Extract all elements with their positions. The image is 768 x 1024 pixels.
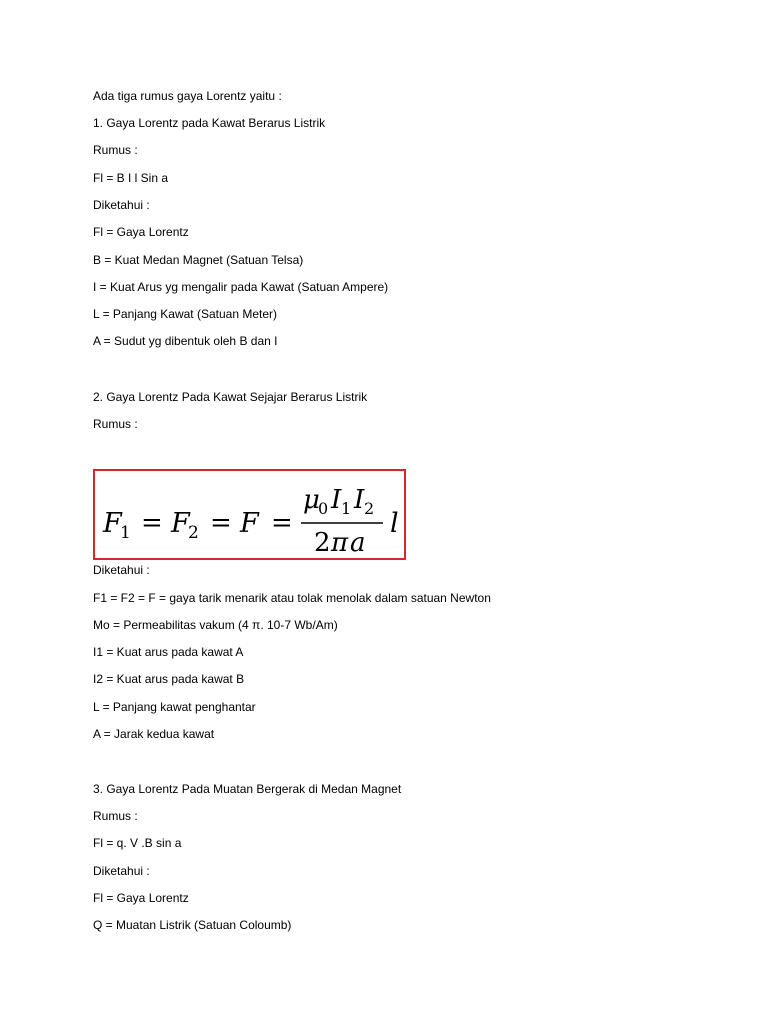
formula-symbol: l [390,508,399,539]
formula-symbol: I [354,485,365,515]
formula-symbol: a [350,528,366,558]
formula-3-text: Fl = q. V .B sin a [93,836,182,850]
formula-image-box [93,469,406,560]
formula-1-text: Fl = B I l Sin a [93,171,169,185]
definition-line: I = Kuat Arus yg mengalir pada Kawat (Satuan Ampere) [93,280,389,294]
rumus-label-1: Rumus : [93,143,138,157]
definition-line: A = Sudut yg dibentuk oleh B dan I [93,334,278,348]
definition-line: Mo = Permeabilitas vakum (4 π. 10-7 Wb/Am) [93,618,338,632]
section-3-heading: 3. Gaya Lorentz Pada Muatan Bergerak di Medan Magnet [93,782,402,796]
formula-subscript: 2 [364,499,375,518]
formula-symbol: μ [303,485,320,515]
formula-symbol: I [331,485,342,515]
rumus-label-2: Rumus : [93,417,138,431]
formula-symbol: F [171,508,190,539]
rumus-label-3: Rumus : [93,809,138,823]
formula-symbol: π [331,528,349,558]
formula-subscript: 0 [318,499,329,518]
definition-line: Fl = Gaya Lorentz [93,225,189,239]
formula-symbol: F [240,508,259,539]
definition-line: I1 = Kuat arus pada kawat A [93,645,244,659]
definition-line: L = Panjang Kawat (Satuan Meter) [93,307,277,321]
formula-symbol: F [103,508,122,539]
formula-number: 2 [314,528,331,558]
formula-operator: = [210,508,232,538]
formula-subscript: 1 [341,499,352,518]
formula-subscript: 2 [188,523,199,543]
section-2-heading: 2. Gaya Lorentz Pada Kawat Sejajar Berarus Listrik [93,390,368,404]
definition-line: Q = Muatan Listrik (Satuan Coloumb) [93,918,292,932]
diketahui-label-3: Diketahui : [93,864,150,878]
definition-line: Fl = Gaya Lorentz [93,891,189,905]
formula-subscript: 1 [120,523,131,543]
formula-operator: = [271,508,293,538]
definition-line: L = Panjang kawat penghantar [93,700,256,714]
diketahui-label-2: Diketahui : [93,563,150,577]
definition-line: A = Jarak kedua kawat [93,727,215,741]
definition-line: F1 = F2 = F = gaya tarik menarik atau tolak menolak dalam satuan Newton [93,591,491,605]
formula-operator: = [141,508,163,538]
lorentz-parallel-wire-formula [95,471,404,558]
definition-line: B = Kuat Medan Magnet (Satuan Telsa) [93,253,304,267]
definition-line: I2 = Kuat arus pada kawat B [93,672,245,686]
diketahui-label-1: Diketahui : [93,198,150,212]
intro-text: Ada tiga rumus gaya Lorentz yaitu : [93,89,282,103]
section-1-heading: 1. Gaya Lorentz pada Kawat Berarus Listrik [93,116,326,130]
